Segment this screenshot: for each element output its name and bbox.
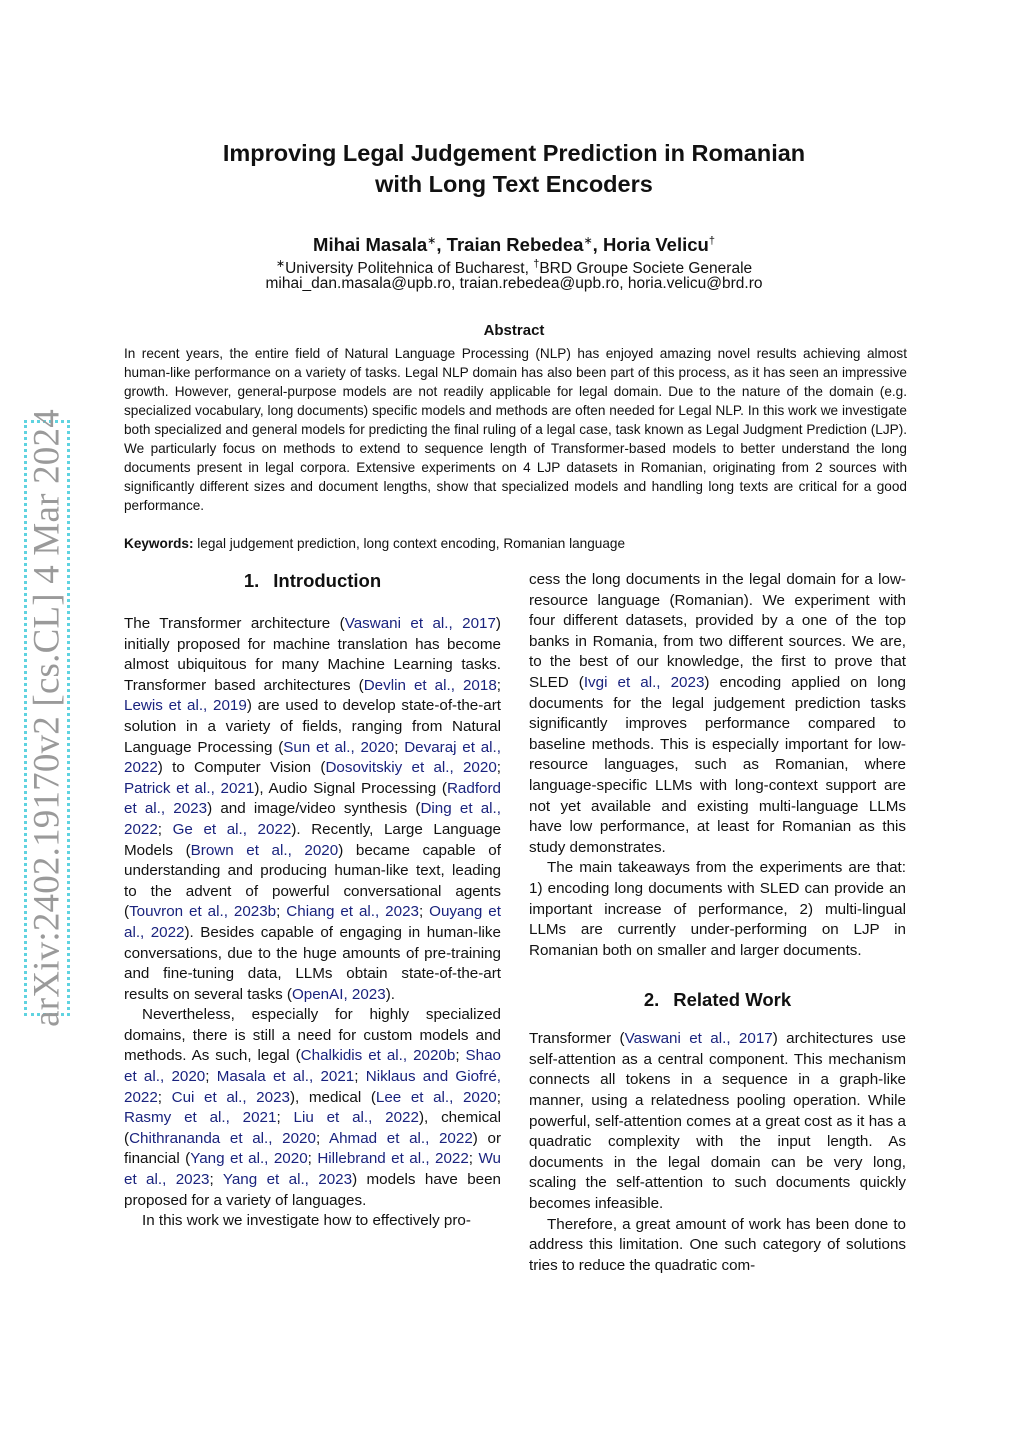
paragraph-text: ; [276, 903, 287, 921]
citation-link[interactable]: Lee et al., 2020 [375, 1088, 497, 1106]
paragraph-text: ). [385, 985, 395, 1003]
citation-link[interactable]: Patrick et al., 2021 [124, 779, 255, 797]
paragraph-text: ; [307, 1150, 318, 1168]
citation-link[interactable]: Wu et al., 2023 [124, 1150, 501, 1189]
section-number: 1. [243, 570, 260, 591]
citation-link[interactable]: Hillebrand et al., 2022 [317, 1150, 469, 1168]
citation-link[interactable]: Ivgi et al., 2023 [583, 673, 705, 691]
keywords [124, 534, 907, 553]
citation-link[interactable]: Vaswani et al., 2017 [624, 1030, 773, 1048]
paragraph-text: ) or financial ( [124, 1129, 501, 1168]
citation-link[interactable]: Niklaus and Giofré, 2022 [124, 1068, 501, 1106]
author-emails: mihai_dan.masala@upb.ro, traian.rebedea@upb.ro, horia.velicu@brd.ro [265, 275, 763, 292]
citation-link[interactable]: Touvron et al., 2023b [129, 903, 277, 921]
title-line-1: Improving Legal Judgement Prediction in Romanian [222, 140, 806, 166]
citation-link[interactable]: Shao et al., 2020 [124, 1047, 501, 1086]
paragraph-text: ) initially proposed for machine translation has become almost ubiquitous for many Machine Learning tasks. Transformer based architectures ( [124, 615, 501, 694]
paragraph-text: ), medical ( [289, 1088, 376, 1106]
author-1: Mihai Masala [313, 234, 428, 256]
paragraph-text: ; [496, 676, 501, 694]
paragraph-text: ; [468, 1150, 479, 1168]
paragraph-text: ) models have been proposed for a variety of languages. [124, 1171, 501, 1209]
citation-link[interactable]: Masala et al., 2021 [216, 1068, 355, 1086]
citation-link[interactable]: Ding et al., 2022 [124, 800, 501, 838]
paragraph-text: ), Audio Signal Processing ( [254, 779, 447, 797]
intro-body-continued [529, 570, 906, 961]
citation-link[interactable]: Chithrananda et al., 2020 [129, 1129, 316, 1147]
right-column [529, 570, 906, 1276]
author-separator: , [592, 234, 603, 256]
paragraph-text: ; [418, 903, 430, 921]
paragraph [529, 570, 906, 858]
arxiv-identifier: arXiv:2402.19170v2 [cs.CL] 4 Mar 2024 [26, 409, 68, 1027]
citation-link[interactable]: Dosovitskiy et al., 2020 [325, 759, 497, 777]
paragraph-text: Nevertheless, especially for highly specialized domains, there is still a need for custom models and methods. As such, legal ( [124, 1006, 501, 1065]
paragraph [529, 1029, 906, 1214]
citation-link[interactable]: Lewis et al., 2019 [124, 697, 247, 715]
citation-link[interactable]: Chiang et al., 2023 [286, 903, 419, 921]
paragraph-text: ; [157, 820, 173, 838]
citation-link[interactable]: Ahmad et al., 2022 [328, 1129, 473, 1147]
paragraph-text: ; [496, 1088, 501, 1106]
citation-link[interactable]: Yang et al., 2020 [190, 1150, 308, 1168]
citation-link[interactable]: Devlin et al., 2018 [363, 676, 497, 694]
author-2-mark: ∗ [583, 235, 593, 247]
paragraph-text: Transformer ( [529, 1030, 625, 1048]
abstract-heading: Abstract [483, 322, 545, 339]
citation-link[interactable]: Rasmy et al., 2021 [124, 1109, 277, 1127]
citation-link[interactable]: Radford et al., 2023 [124, 779, 501, 818]
arxiv-stamp [24, 409, 70, 1027]
paragraph-text: ) to Computer Vision ( [157, 759, 326, 777]
citation-link[interactable]: Ge et al., 2022 [172, 820, 292, 838]
paragraph-text: ; [455, 1047, 466, 1065]
citation-link[interactable]: Yang et al., 2023 [222, 1171, 353, 1189]
paper-title [124, 138, 904, 200]
paragraph-text: ; [354, 1068, 366, 1086]
intro-body [124, 614, 501, 1232]
paragraph-text: ) are used to develop state-of-the-art solution in a variety of fields, ranging from Natural Language Processing ( [124, 697, 501, 756]
paragraph-text: ; [394, 738, 405, 756]
paragraph-text: cess the long documents in the legal domain for a low-resource language (Romanian). We experiment with four different datasets, provided by a one of the top banks in Romania, from two different sources. We are, to the best of our knowledge, the first to prove that SLED ( [529, 571, 906, 691]
keywords-label: Keywords: [124, 536, 194, 551]
citation-link[interactable]: OpenAI, 2023 [291, 985, 386, 1003]
paragraph-text: ), chemical ( [124, 1109, 501, 1147]
author-separator: , [436, 234, 447, 256]
paragraph-text: ) and image/video synthesis ( [207, 800, 421, 818]
author-2: Traian Rebedea [446, 234, 584, 256]
paragraph-text: ; [315, 1129, 329, 1147]
citation-link[interactable]: Cui et al., 2023 [171, 1088, 290, 1106]
citation-link[interactable]: Vaswani et al., 2017 [344, 615, 496, 632]
title-line-2: with Long Text Encoders [375, 171, 653, 197]
paragraph-text: In this work we investigate how to effectively pro- [142, 1212, 471, 1230]
paragraph [124, 1211, 501, 1232]
section-heading-introduction [124, 570, 501, 592]
citation-link[interactable]: Devaraj et al., 2022 [124, 738, 501, 777]
citation-link[interactable]: Ouyang et al., 2022 [124, 903, 501, 941]
section-title: Related Work [673, 989, 792, 1011]
affiliation-2: BRD Groupe Societe Generale [539, 260, 753, 278]
paragraph-text: The main takeaways from the experiments are that: 1) encoding long documents with SLED can provide an important increase of performance, 2) multi-lingual LLMs are currently under-performing on LJP in Romanian both on smaller and larger documents. [529, 859, 906, 959]
paragraph-text: ; [209, 1171, 223, 1189]
paragraph-text: Therefore, a great amount of work has been done to address this limitation. One such category of solutions tries to reduce the quadratic com- [529, 1215, 906, 1274]
paragraph-text: ) became capable of understanding and producing human-like text, leading to the advent of powerful conversational agents ( [124, 841, 501, 921]
paragraph-text: ; [205, 1068, 217, 1086]
paragraph-text: ). Recently, Large Language Models ( [124, 820, 501, 859]
section-number: 2. [643, 989, 660, 1011]
paragraph-text: ; [276, 1109, 294, 1127]
section-title: Introduction [273, 570, 382, 591]
author-3: Horia Velicu [602, 234, 709, 256]
citation-link[interactable]: Liu et al., 2022 [293, 1109, 419, 1127]
paragraph-text: ) architectures use self-attention as a central component. This mechanism connects all tokens in a sequence in a graph-like manner, using a relatedness pooling operation. While powerful, self-attention comes at a great cost as it has a quadratic complexity with the input length. As documents in the legal domain can be very long, scaling the self-attention to such documents quickly becomes infeasible. [529, 1030, 906, 1213]
paragraph-text: ; [157, 1088, 172, 1106]
author-1-mark: ∗ [427, 235, 437, 247]
affiliation-1: University Politehnica of Bucharest, [285, 260, 534, 278]
affiliation-2-mark: † [533, 258, 540, 270]
related-work-body [529, 1029, 906, 1276]
abstract-text: In recent years, the entire field of Natural Language Processing (NLP) has enjoyed amazing novel results achieving almost human-like performance on a variety of tasks. Legal NLP domain has also been part of this process, as it has seen an impressive growth. However, general-purpose models are not readily applicable for legal domain. Due to the nature of the domain (e.g. specialized vocabulary, long documents) specific models and methods are often needed for Legal NLP. In this work we investigate both specialized and general models for predicting the final ruling of a legal case, task known as Legal Judgment Prediction (LJP). We particularly focus on methods to extend to sequence length of Transformer-based models to better understand the long documents present in legal corpora. Extensive experiments on 4 LJP datasets in Romanian, originating from 2 sources with significantly different sizes and document lengths, show that specialized models and handling long texts are critical for a good performance. [124, 346, 907, 513]
keywords-text: legal judgement prediction, long context encoding, Romanian language [193, 536, 626, 551]
left-column [124, 570, 501, 1232]
paragraph-text: ; [496, 759, 501, 777]
paragraph [124, 1005, 501, 1211]
section-heading-related-work [529, 989, 906, 1011]
citation-link[interactable]: Sun et al., 2020 [283, 738, 395, 756]
author-3-mark: † [708, 235, 715, 247]
paragraph-text: ). Besides capable of engaging in human-like conversations, due to the huge amounts of pre-training and fine-tuning data, LLMs obtain state-of-the-art results on several tasks ( [124, 923, 501, 1003]
paragraph [529, 858, 906, 961]
paragraph [124, 614, 501, 1005]
paragraph-text: The Transformer architecture ( [124, 615, 345, 632]
affiliation-1-mark: ∗ [275, 258, 286, 270]
citation-link[interactable]: Chalkidis et al., 2020b [300, 1047, 456, 1065]
author-list [124, 229, 904, 257]
citation-link[interactable]: Brown et al., 2020 [190, 841, 339, 859]
paragraph-text: ) encoding applied on long documents for the legal judgement prediction tasks significantly improves performance compared to baseline methods. This is especially important for low-resource languages, such as Romanian, where language-specific LLMs with long-context support are not yet available and existing multi-language LLMs have low performance, at least for Romanian as this study demonstrates. [529, 673, 906, 856]
paragraph [529, 1215, 906, 1277]
